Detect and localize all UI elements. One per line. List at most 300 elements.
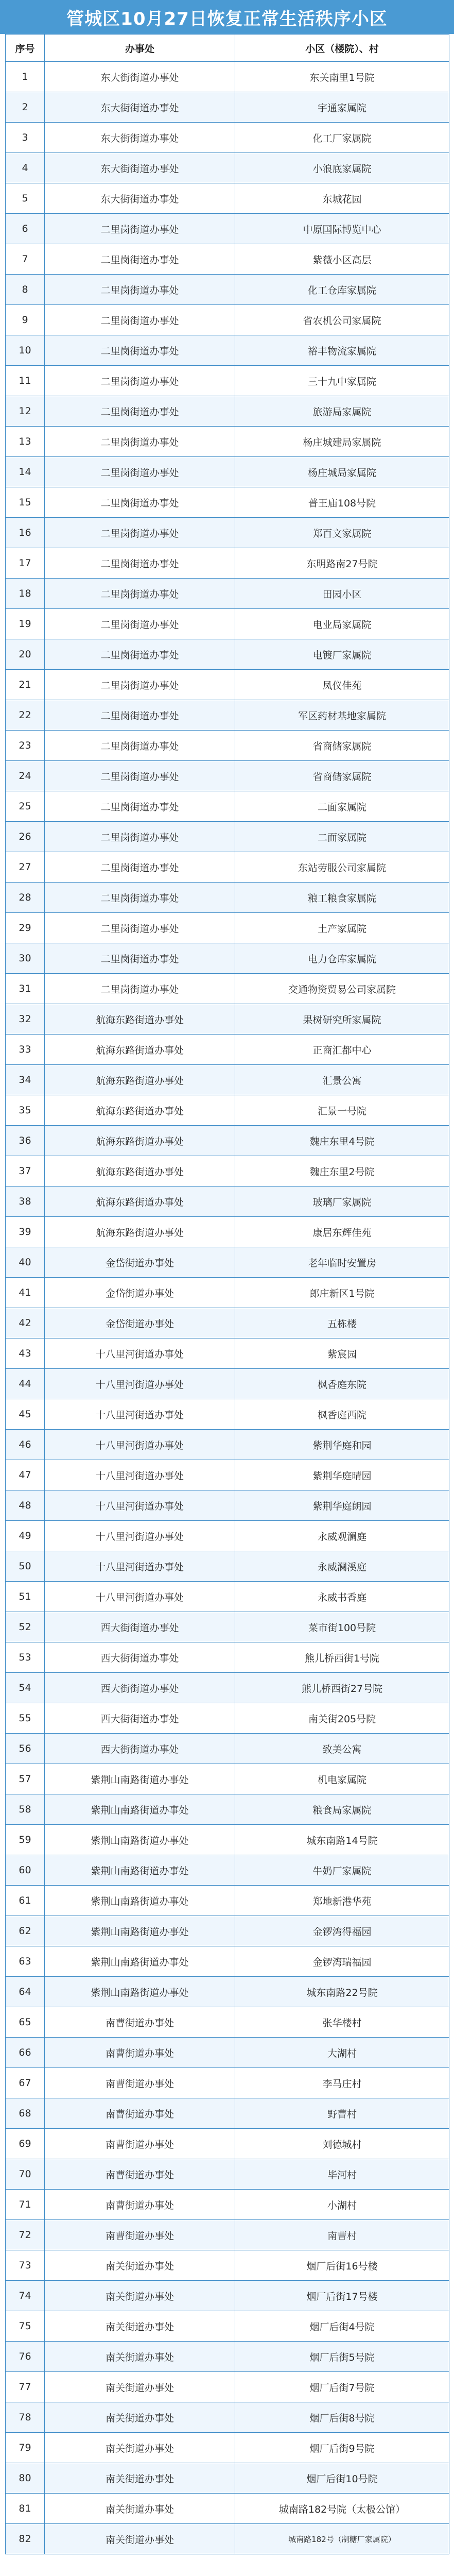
community-cell: 康居东辉佳苑: [235, 1217, 449, 1247]
table-row: [6, 2068, 449, 2098]
table-row: [6, 579, 449, 609]
office-cell: 二里岗街道办事处: [45, 396, 235, 427]
table-row: [6, 62, 449, 92]
office-cell: 紫荆山南路街道办事处: [45, 1977, 235, 2007]
community-cell: 小湖村: [235, 2190, 449, 2220]
community-cell: 金锣湾得福园: [235, 1916, 449, 1946]
office-cell: 南关街道办事处: [45, 2281, 235, 2311]
row-number-cell: 24: [6, 761, 45, 791]
community-cell: 东关南里1号院: [235, 62, 449, 92]
community-cell: 紫宸园: [235, 1338, 449, 1369]
community-cell: 张华楼村: [235, 2007, 449, 2038]
table-row: [6, 183, 449, 214]
table-row: [6, 791, 449, 822]
row-number-cell: 53: [6, 1642, 45, 1673]
table-row: [6, 1399, 449, 1430]
row-number-cell: 11: [6, 366, 45, 396]
table-row: [6, 639, 449, 670]
row-number-cell: 1: [6, 62, 45, 92]
table-row: [6, 1460, 449, 1490]
office-cell: 二里岗街道办事处: [45, 579, 235, 609]
community-cell: 魏庄东里2号院: [235, 1156, 449, 1187]
community-cell: 省农机公司家属院: [235, 305, 449, 335]
table-row: [6, 1855, 449, 1886]
table-row: [6, 1338, 449, 1369]
row-number-cell: 45: [6, 1399, 45, 1430]
office-cell: 金岱街道办事处: [45, 1278, 235, 1308]
table-row: [6, 2129, 449, 2159]
row-number-cell: 13: [6, 427, 45, 457]
community-cell: 果树研究所家属院: [235, 1004, 449, 1035]
community-cell: 李马庄村: [235, 2068, 449, 2098]
community-cell: 机电家属院: [235, 1764, 449, 1794]
row-number-cell: 27: [6, 852, 45, 883]
table-row: [6, 2038, 449, 2068]
table-row: [6, 670, 449, 700]
table-row: [6, 2007, 449, 2038]
office-cell: 二里岗街道办事处: [45, 366, 235, 396]
community-cell: 枫香庭西院: [235, 1399, 449, 1430]
table-row: [6, 1247, 449, 1278]
row-number-cell: 15: [6, 487, 45, 518]
office-cell: 东大街街道办事处: [45, 62, 235, 92]
community-cell: 电镀厂家属院: [235, 639, 449, 670]
table-row: [6, 1521, 449, 1551]
office-cell: 西大街街道办事处: [45, 1734, 235, 1764]
row-number-cell: 82: [6, 2524, 45, 2554]
table-row: [6, 244, 449, 275]
office-cell: 二里岗街道办事处: [45, 305, 235, 335]
office-cell: 二里岗街道办事处: [45, 548, 235, 579]
office-cell: 航海东路街道办事处: [45, 1004, 235, 1035]
community-cell: 烟厂后街9号院: [235, 2433, 449, 2463]
row-number-cell: 39: [6, 1217, 45, 1247]
table-row: [6, 2311, 449, 2342]
office-cell: 南曹街道办事处: [45, 2159, 235, 2190]
office-cell: 十八里河街道办事处: [45, 1338, 235, 1369]
table-row: [6, 1187, 449, 1217]
table-row: [6, 1369, 449, 1399]
table-row: [6, 2463, 449, 2494]
office-cell: 航海东路街道办事处: [45, 1126, 235, 1156]
table-row: [6, 1794, 449, 1825]
office-cell: 十八里河街道办事处: [45, 1490, 235, 1521]
row-number-cell: 81: [6, 2494, 45, 2524]
row-number-cell: 29: [6, 913, 45, 943]
table-row: [6, 457, 449, 487]
office-cell: 南曹街道办事处: [45, 2220, 235, 2250]
office-cell: 二里岗街道办事处: [45, 275, 235, 305]
community-cell: 中原国际博览中心: [235, 214, 449, 244]
table-row: [6, 2402, 449, 2433]
row-number-cell: 10: [6, 335, 45, 366]
table-row: [6, 1126, 449, 1156]
office-cell: 南关街道办事处: [45, 2311, 235, 2342]
office-cell: 二里岗街道办事处: [45, 639, 235, 670]
office-cell: 西大街街道办事处: [45, 1703, 235, 1734]
row-number-cell: 34: [6, 1065, 45, 1095]
table-row: [6, 366, 449, 396]
row-number-cell: 55: [6, 1703, 45, 1734]
community-cell: 凤仪佳苑: [235, 670, 449, 700]
row-number-cell: 80: [6, 2463, 45, 2494]
community-table: [5, 34, 449, 2554]
table-row: [6, 1035, 449, 1065]
table-row: [6, 1642, 449, 1673]
community-cell: 小浪底家属院: [235, 153, 449, 183]
row-number-cell: 64: [6, 1977, 45, 2007]
row-number-cell: 77: [6, 2372, 45, 2402]
office-cell: 二里岗街道办事处: [45, 822, 235, 852]
office-cell: 南关街道办事处: [45, 2463, 235, 2494]
community-cell: 熊儿桥西街27号院: [235, 1673, 449, 1703]
community-cell: 烟厂后街10号院: [235, 2463, 449, 2494]
office-cell: 南关街道办事处: [45, 2433, 235, 2463]
office-cell: 南曹街道办事处: [45, 2098, 235, 2129]
community-cell: 郑地新港华苑: [235, 1886, 449, 1916]
table-row: [6, 1095, 449, 1126]
table-row: [6, 518, 449, 548]
community-cell: 汇景一号院: [235, 1095, 449, 1126]
row-number-cell: 71: [6, 2190, 45, 2220]
office-cell: 紫荆山南路街道办事处: [45, 1825, 235, 1855]
community-cell: 粮食局家属院: [235, 1794, 449, 1825]
table-row: [6, 1582, 449, 1612]
community-cell: 杨庄城建局家属院: [235, 427, 449, 457]
office-cell: 西大街街道办事处: [45, 1673, 235, 1703]
office-cell: 二里岗街道办事处: [45, 335, 235, 366]
office-cell: 二里岗街道办事处: [45, 883, 235, 913]
table-row: [6, 1916, 449, 1946]
row-number-cell: 62: [6, 1916, 45, 1946]
table-row: [6, 1308, 449, 1338]
row-number-cell: 8: [6, 275, 45, 305]
table-row: [6, 275, 449, 305]
row-number-cell: 54: [6, 1673, 45, 1703]
community-cell: 五栋楼: [235, 1308, 449, 1338]
office-cell: 紫荆山南路街道办事处: [45, 1916, 235, 1946]
table-row: [6, 396, 449, 427]
office-cell: 二里岗街道办事处: [45, 609, 235, 639]
office-cell: 西大街街道办事处: [45, 1612, 235, 1642]
community-cell: 烟厂后街5号院: [235, 2342, 449, 2372]
table-row: [6, 1673, 449, 1703]
header-office: 办事处: [45, 35, 235, 62]
table-row: [6, 1156, 449, 1187]
community-cell: 省商储家属院: [235, 761, 449, 791]
office-cell: 十八里河街道办事处: [45, 1369, 235, 1399]
office-cell: 航海东路街道办事处: [45, 1217, 235, 1247]
community-cell: 东城花园: [235, 183, 449, 214]
row-number-cell: 30: [6, 943, 45, 974]
table-row: [6, 2342, 449, 2372]
office-cell: 南曹街道办事处: [45, 2068, 235, 2098]
office-cell: 二里岗街道办事处: [45, 852, 235, 883]
row-number-cell: 6: [6, 214, 45, 244]
table-row: [6, 731, 449, 761]
office-cell: 东大街街道办事处: [45, 92, 235, 123]
community-cell: 大湖村: [235, 2038, 449, 2068]
row-number-cell: 76: [6, 2342, 45, 2372]
office-cell: 二里岗街道办事处: [45, 427, 235, 457]
office-cell: 南关街道办事处: [45, 2372, 235, 2402]
row-number-cell: 21: [6, 670, 45, 700]
row-number-cell: 20: [6, 639, 45, 670]
community-cell: 军区药材基地家属院: [235, 700, 449, 731]
community-cell: 电力仓库家属院: [235, 943, 449, 974]
community-cell: 二面家属院: [235, 791, 449, 822]
page-title: 管城区10月27日恢复正常生活秩序小区: [0, 0, 454, 34]
row-number-cell: 14: [6, 457, 45, 487]
office-cell: 南关街道办事处: [45, 2342, 235, 2372]
office-cell: 十八里河街道办事处: [45, 1551, 235, 1582]
office-cell: 紫荆山南路街道办事处: [45, 1855, 235, 1886]
row-number-cell: 41: [6, 1278, 45, 1308]
row-number-cell: 3: [6, 123, 45, 153]
office-cell: 航海东路街道办事处: [45, 1035, 235, 1065]
table-row: [6, 852, 449, 883]
community-cell: 裕丰物流家属院: [235, 335, 449, 366]
office-cell: 金岱街道办事处: [45, 1308, 235, 1338]
table-row: [6, 1551, 449, 1582]
row-number-cell: 5: [6, 183, 45, 214]
community-cell: 紫荆华庭晴园: [235, 1460, 449, 1490]
community-cell: 烟厂后街4号院: [235, 2311, 449, 2342]
office-cell: 南曹街道办事处: [45, 2038, 235, 2068]
community-cell: 东明路南27号院: [235, 548, 449, 579]
row-number-cell: 42: [6, 1308, 45, 1338]
office-cell: 南曹街道办事处: [45, 2190, 235, 2220]
community-cell: 城东南路22号院: [235, 1977, 449, 2007]
community-cell: 二面家属院: [235, 822, 449, 852]
row-number-cell: 73: [6, 2250, 45, 2281]
community-cell: 粮工粮食家属院: [235, 883, 449, 913]
community-cell: 紫荆华庭和园: [235, 1430, 449, 1460]
table-row: [6, 548, 449, 579]
community-cell: 野曹村: [235, 2098, 449, 2129]
office-cell: 十八里河街道办事处: [45, 1460, 235, 1490]
table-row: [6, 2159, 449, 2190]
office-cell: 航海东路街道办事处: [45, 1065, 235, 1095]
community-cell: 刘德城村: [235, 2129, 449, 2159]
table-row: [6, 2250, 449, 2281]
community-cell: 三十九中家属院: [235, 366, 449, 396]
table-row: [6, 2190, 449, 2220]
office-cell: 二里岗街道办事处: [45, 974, 235, 1004]
table-row: [6, 1825, 449, 1855]
row-number-cell: 65: [6, 2007, 45, 2038]
row-number-cell: 16: [6, 518, 45, 548]
table-row: [6, 1703, 449, 1734]
office-cell: 十八里河街道办事处: [45, 1430, 235, 1460]
table-row: [6, 153, 449, 183]
community-cell: 城南路182号（制糖厂家属院）: [235, 2524, 449, 2554]
office-cell: 紫荆山南路街道办事处: [45, 1794, 235, 1825]
office-cell: 航海东路街道办事处: [45, 1095, 235, 1126]
row-number-cell: 61: [6, 1886, 45, 1916]
table-row: [6, 1217, 449, 1247]
office-cell: 二里岗街道办事处: [45, 761, 235, 791]
office-cell: 二里岗街道办事处: [45, 670, 235, 700]
table-row: [6, 2281, 449, 2311]
community-cell: 东站劳服公司家属院: [235, 852, 449, 883]
community-cell: 烟厂后街17号楼: [235, 2281, 449, 2311]
row-number-cell: 43: [6, 1338, 45, 1369]
row-number-cell: 52: [6, 1612, 45, 1642]
community-cell: 紫薇小区高层: [235, 244, 449, 275]
community-cell: 熊儿桥西街1号院: [235, 1642, 449, 1673]
table-row: [6, 943, 449, 974]
table-row: [6, 427, 449, 457]
row-number-cell: 49: [6, 1521, 45, 1551]
community-cell: 城南路182号院（太极公馆）: [235, 2494, 449, 2524]
community-cell: 郑百文家属院: [235, 518, 449, 548]
row-number-cell: 72: [6, 2220, 45, 2250]
community-cell: 土产家属院: [235, 913, 449, 943]
office-cell: 紫荆山南路街道办事处: [45, 1886, 235, 1916]
community-cell: 枫香庭东院: [235, 1369, 449, 1399]
table-row: [6, 1946, 449, 1977]
row-number-cell: 58: [6, 1794, 45, 1825]
table-row: [6, 974, 449, 1004]
row-number-cell: 35: [6, 1095, 45, 1126]
row-number-cell: 33: [6, 1035, 45, 1065]
table-row: [6, 1065, 449, 1095]
row-number-cell: 38: [6, 1187, 45, 1217]
community-cell: 省商储家属院: [235, 731, 449, 761]
community-cell: 杨庄城局家属院: [235, 457, 449, 487]
office-cell: 十八里河街道办事处: [45, 1399, 235, 1430]
office-cell: 二里岗街道办事处: [45, 457, 235, 487]
community-cell: 汇景公寓: [235, 1065, 449, 1095]
row-number-cell: 28: [6, 883, 45, 913]
table-row: [6, 335, 449, 366]
row-number-cell: 32: [6, 1004, 45, 1035]
header-community: 小区（楼院）、村: [235, 35, 449, 62]
row-number-cell: 9: [6, 305, 45, 335]
community-cell: 烟厂后街7号院: [235, 2372, 449, 2402]
office-cell: 西大街街道办事处: [45, 1642, 235, 1673]
community-cell: 永威澜溪庭: [235, 1551, 449, 1582]
office-cell: 紫荆山南路街道办事处: [45, 1764, 235, 1794]
office-cell: 十八里河街道办事处: [45, 1582, 235, 1612]
row-number-cell: 74: [6, 2281, 45, 2311]
table-row: [6, 1886, 449, 1916]
community-cell: 魏庄东里4号院: [235, 1126, 449, 1156]
row-number-cell: 56: [6, 1734, 45, 1764]
row-number-cell: 48: [6, 1490, 45, 1521]
table-row: [6, 2524, 449, 2554]
table-row: [6, 1612, 449, 1642]
office-cell: 东大街街道办事处: [45, 183, 235, 214]
row-number-cell: 69: [6, 2129, 45, 2159]
row-number-cell: 22: [6, 700, 45, 731]
table-row: [6, 2098, 449, 2129]
office-cell: 南关街道办事处: [45, 2494, 235, 2524]
office-cell: 二里岗街道办事处: [45, 214, 235, 244]
row-number-cell: 67: [6, 2068, 45, 2098]
office-cell: 二里岗街道办事处: [45, 518, 235, 548]
community-cell: 化工厂家属院: [235, 123, 449, 153]
row-number-cell: 17: [6, 548, 45, 579]
office-cell: 南关街道办事处: [45, 2250, 235, 2281]
office-cell: 南关街道办事处: [45, 2524, 235, 2554]
row-number-cell: 51: [6, 1582, 45, 1612]
office-cell: 二里岗街道办事处: [45, 791, 235, 822]
office-cell: 十八里河街道办事处: [45, 1521, 235, 1551]
table-row: [6, 1278, 449, 1308]
office-cell: 南曹街道办事处: [45, 2129, 235, 2159]
row-number-cell: 23: [6, 731, 45, 761]
table-row: [6, 2372, 449, 2402]
community-cell: 菜市街100号院: [235, 1612, 449, 1642]
table-header-row: [6, 35, 449, 62]
community-cell: 南关街205号院: [235, 1703, 449, 1734]
community-cell: 电业局家属院: [235, 609, 449, 639]
table-row: [6, 305, 449, 335]
table-row: [6, 700, 449, 731]
table-row: [6, 1764, 449, 1794]
office-cell: 二里岗街道办事处: [45, 731, 235, 761]
office-cell: 东大街街道办事处: [45, 153, 235, 183]
community-cell: 宇通家属院: [235, 92, 449, 123]
row-number-cell: 78: [6, 2402, 45, 2433]
table-row: [6, 1490, 449, 1521]
row-number-cell: 31: [6, 974, 45, 1004]
community-cell: 城东南路14号院: [235, 1825, 449, 1855]
office-cell: 紫荆山南路街道办事处: [45, 1946, 235, 1977]
community-cell: 普王庙108号院: [235, 487, 449, 518]
community-cell: 田园小区: [235, 579, 449, 609]
office-cell: 南曹街道办事处: [45, 2007, 235, 2038]
row-number-cell: 36: [6, 1126, 45, 1156]
office-cell: 二里岗街道办事处: [45, 244, 235, 275]
table-row: [6, 2433, 449, 2463]
row-number-cell: 44: [6, 1369, 45, 1399]
community-cell: 老年临时安置房: [235, 1247, 449, 1278]
table-row: [6, 822, 449, 852]
row-number-cell: 60: [6, 1855, 45, 1886]
office-cell: 航海东路街道办事处: [45, 1156, 235, 1187]
row-number-cell: 2: [6, 92, 45, 123]
table-row: [6, 883, 449, 913]
table-row: [6, 761, 449, 791]
community-cell: 化工仓库家属院: [235, 275, 449, 305]
community-cell: 永威观澜庭: [235, 1521, 449, 1551]
community-cell: 牛奶厂家属院: [235, 1855, 449, 1886]
community-cell: 交通物资贸易公司家属院: [235, 974, 449, 1004]
office-cell: 二里岗街道办事处: [45, 913, 235, 943]
row-number-cell: 19: [6, 609, 45, 639]
table-row: [6, 1977, 449, 2007]
row-number-cell: 47: [6, 1460, 45, 1490]
table-row: [6, 92, 449, 123]
office-cell: 南关街道办事处: [45, 2402, 235, 2433]
table-row: [6, 2220, 449, 2250]
office-cell: 二里岗街道办事处: [45, 943, 235, 974]
row-number-cell: 63: [6, 1946, 45, 1977]
office-cell: 二里岗街道办事处: [45, 700, 235, 731]
row-number-cell: 7: [6, 244, 45, 275]
row-number-cell: 57: [6, 1764, 45, 1794]
row-number-cell: 50: [6, 1551, 45, 1582]
row-number-cell: 79: [6, 2433, 45, 2463]
office-cell: 金岱街道办事处: [45, 1247, 235, 1278]
row-number-cell: 66: [6, 2038, 45, 2068]
row-number-cell: 12: [6, 396, 45, 427]
row-number-cell: 59: [6, 1825, 45, 1855]
table-row: [6, 1734, 449, 1764]
